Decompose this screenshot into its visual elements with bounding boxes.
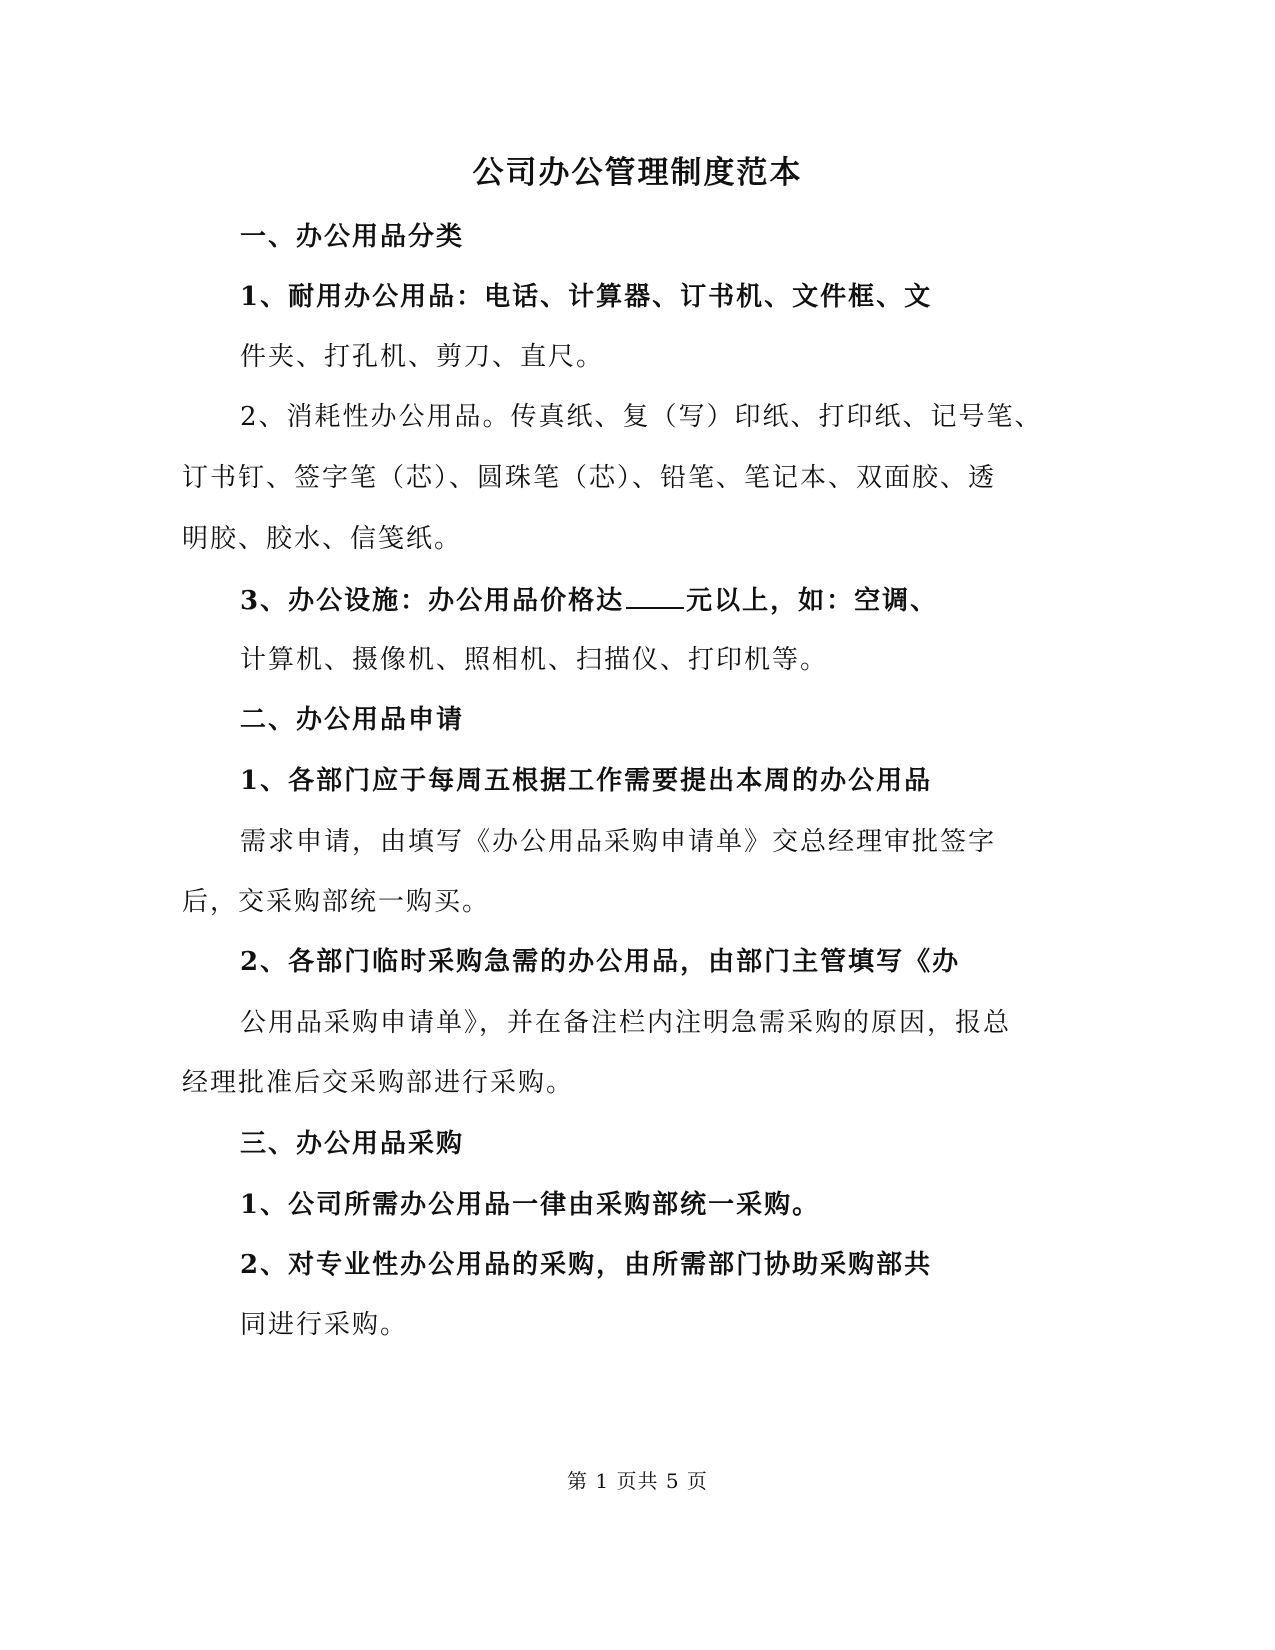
s3-item2-line2: 同进行采购。 [240, 1310, 409, 1340]
s3-item2-line1: 2、对专业性办公用品的采购，由所需部门协助采购部共 [240, 1250, 933, 1280]
page-footer: 第 1 页共 5 页 [567, 1469, 708, 1493]
document-title: 公司办公管理制度范本 [472, 155, 803, 191]
s1-item2-line3: 明胶、胶水、信笺纸。 [182, 524, 463, 554]
s1-item2-line2: 订书钉、签字笔（芯）、圆珠笔（芯）、铅笔、笔记本、双面胶、透 [182, 463, 997, 493]
s1-item3-suffix: 元以上，如：空调、 [686, 586, 939, 616]
s1-item2-line1: 2、消耗性办公用品。传真纸、复（写）印纸、打印纸、记号笔、 [240, 402, 1043, 432]
section-heading-2: 二、办公用品申请 [240, 705, 465, 735]
s1-item1-line1: 1、耐用办公用品：电话、计算器、订书机、文件框、文 [240, 282, 933, 312]
section-heading-1: 一、办公用品分类 [240, 222, 465, 252]
s2-item2-line3: 经理批准后交采购部进行采购。 [182, 1068, 575, 1098]
s1-item3-line1 [240, 583, 938, 618]
s2-item1-line1: 1、各部门应于每周五根据工作需要提出本周的办公用品 [240, 766, 933, 796]
s1-item3-line2: 计算机、摄像机、照相机、扫描仪、打印机等。 [240, 645, 829, 675]
s2-item1-line2: 需求申请，由填写《办公用品采购申请单》交总经理审批签字 [240, 827, 997, 857]
s3-item1: 1、公司所需办公用品一律由采购部统一采购。 [240, 1190, 821, 1220]
s2-item2-line1: 2、各部门临时采购急需的办公用品，由部门主管填写《办 [240, 947, 961, 977]
s1-item1-line2: 件夹、打孔机、剪刀、直尺。 [240, 342, 605, 372]
s2-item1-line3: 后，交采购部统一购买。 [182, 887, 491, 917]
s1-item3-prefix: 3、办公设施：办公用品价格达 [240, 586, 625, 616]
s2-item2-line2: 公用品采购申请单》，并在备注栏内注明急需采购的原因，报总 [240, 1008, 1012, 1038]
price-blank-underline [626, 583, 684, 609]
section-heading-3: 三、办公用品采购 [240, 1129, 465, 1159]
